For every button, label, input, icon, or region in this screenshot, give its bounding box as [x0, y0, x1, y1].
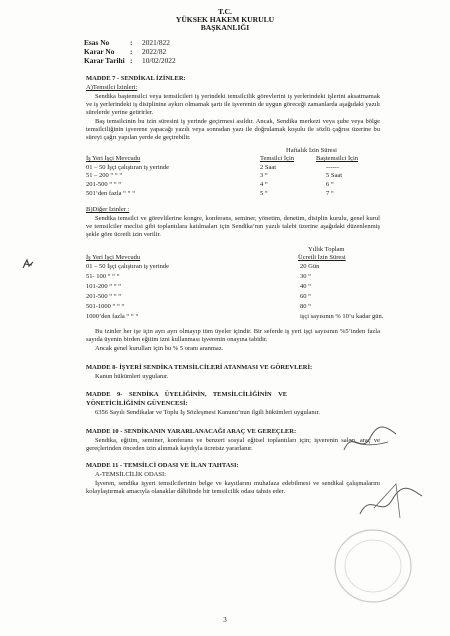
article-7-paragraph-5: Ancak genel kurulları için bu % 5 oranı aranmaz.	[95, 345, 224, 352]
signature-scribble-bottom	[356, 478, 426, 528]
table1-row-1-rep: 2 Saat	[260, 164, 277, 171]
table2-col-workers: İş Yeri İşçi Mevcudu	[86, 254, 141, 261]
article-9-title-line-1: MADDE 9- SENDİKA ÜYELİĞİNİN, TEMSİLCİLİĞİNİN VE	[86, 391, 288, 398]
table1-row-2-headrep: 5 Saat	[326, 172, 343, 179]
article-7-paragraph-2: Baş temsilcinin bu izin süresini iş yerinde geçirmesi asıldır. Ancak, Sendika merkezi veya şube veya bölge temsilciliğinin işverene yapacağı yazılı veya sonradan yazı ile doğrulamak koşulu ile sözlü çağrısı üzerine bu süreyi çağrı yapılan yerde de geçirebilir.	[86, 118, 380, 142]
table2-col-paid-leave: Ücretli İzin Süresi	[298, 254, 346, 261]
article-10-body: Sendika, eğitim, seminer, konferans ve benzeri sosyal eğitsel toplantıları için; işverenin salon, araç ve gereçlerinden önceden izin alınmak kaydıyla ücretsiz yararlanır.	[86, 437, 380, 453]
table2-row-4-value: 60 “	[300, 293, 312, 300]
table2-row-1-value: 20 Gün	[300, 263, 320, 270]
meta-decision-number: Karar No : 2022/82	[84, 47, 167, 56]
table2-head-annual: Yıllık Toplam	[308, 246, 345, 253]
table1-head-weekly: Haftalık İzin Süresi	[286, 147, 337, 154]
article-7-paragraph-1: Sendika baştemsilci veya temsilcileri iş yerindeki temsilcilik görevlerini iş yerlerindeki işlerini aksatmamak ve iş yerlerindeki iş disiplinine aykırı olmamak şartı ile işverenin de uygun göreceği zamanlarda aşağıdaki yazılı sürelerde yerine getirirler.	[86, 93, 380, 117]
table2-row-6-label: 1000’den fazla “ “ “	[86, 313, 139, 320]
article-11-title: MADDE 11 - TEMSİLCİ ODASI VE İLAN TAHTASI:	[86, 462, 239, 469]
header-presidency: BAŞKANLIĞI	[200, 23, 250, 32]
article-8-title: MADDE 8- İŞYERİ SENDİKA TEMSİLCİLERİ ATANMASI VE GÖREVLERİ:	[86, 364, 313, 371]
article-10-title: MADDE 10 - SENDİKANIN YARARLANACAĞI ARAÇ VE GEREÇLER:	[86, 428, 297, 435]
table2-row-2-label: 51- 100 “ “ “	[86, 273, 120, 280]
table2-row-1-label: 01 – 50 İşçi çalıştıran iş yerinde	[86, 263, 170, 270]
article-11-body: İşveren, sendika işyeri temsilcilerinin belge ve kayıtlarını muhafaza edebilmesi ve sendikal çalışmalarını kolaylaştırmak amacıyla olanaklar dâhilinde bir temsilcilik odası tahsis eder.	[86, 480, 380, 496]
table1-row-3-rep: 4 “	[260, 181, 268, 188]
header-court: YÜKSEK HAKEM KURULU	[175, 15, 275, 24]
article-8-body: Kanun hükümleri uygulanır.	[95, 373, 169, 380]
table1-row-4-rep: 5 “	[260, 190, 268, 197]
article-7a-title: A)Temsilci İzinleri:	[86, 84, 138, 91]
page-number: 3	[223, 616, 227, 624]
meta-case-number: Esas No : 2021/822	[84, 38, 170, 47]
table1-row-1-headrep: ------	[326, 164, 339, 171]
article-11-subtitle: A-TEMSİLCİLİK ODASI:	[95, 471, 166, 478]
article-7-title: MADDE 7 - SENDİKAL İZİNLER:	[86, 75, 186, 82]
table2-row-6-value: işçi sayısının % 10’u kadar gün.	[300, 313, 384, 320]
header-tc: T.C.	[218, 7, 232, 16]
article-9-title-line-2: YÖNETİCİLİĞİNİN GÜVENCESİ:	[86, 400, 188, 407]
table2-row-4-label: 201-500 “ “ “	[86, 293, 122, 300]
table2-row-3-value: 40 “	[300, 283, 312, 290]
table1-row-2-rep: 3 “	[260, 172, 268, 179]
table1-row-2-label: 51 – 200 “ “ “	[86, 172, 123, 179]
table2-row-5-value: 80 “	[300, 303, 312, 310]
table1-row-3-label: 201-500 “ “ “	[86, 181, 122, 188]
signature-scribble-top	[340, 420, 400, 460]
table1-row-3-headrep: 6 “	[326, 181, 334, 188]
table1-row-1-label: 01 – 50 İşçi çalıştıran iş yerinde	[86, 164, 170, 171]
table1-col-rep: Temsilci İçin	[260, 155, 295, 162]
official-seal-stamp	[330, 525, 416, 607]
article-7-paragraph-3: Sendika temsilci ve görevlilerine kongre, konferans, seminer, yönetim, denetim, disiplin kurulu, genel kurul ve temsilciler meclisi gibi toplantılara katılmaları için Sendika’nın yazılı talebi üzerine aşağıdaki düzenlenmiş şekle göre ücretli izin verilir.	[86, 215, 380, 239]
table1-col-workers: İş Yeri İşçi Mevcudu	[86, 155, 141, 162]
table1-col-headrep: Baştemsilci İçin	[316, 155, 359, 162]
article-7b-title: B)Diğer İzinler :	[86, 206, 130, 213]
article-9-body: 6356 Sayılı Sendikalar ve Toplu İş Sözleşmesi Kanunu’nun ilgili hükümleri uygulanır.	[95, 409, 320, 416]
table2-row-2-value: 30 “	[300, 273, 312, 280]
margin-handwriting-mark	[20, 256, 36, 272]
table1-row-4-headrep: 7 “	[326, 190, 334, 197]
meta-decision-date: Karar Tarihi : 10/02/2022	[84, 56, 176, 65]
table2-row-3-label: 101-200 “ “ “	[86, 283, 122, 290]
article-7-paragraph-4: Bu izinler her işe için ayrı ayrı olmayıp tüm üyeler içindir. Bir seferde iş yeri işçi sayısının %5’inden fazla sayıda üyenin birden eğitim izni kullanması işverenin onayına tabidir.	[86, 328, 380, 344]
table2-row-5-label: 501-1000 “ “ “	[86, 303, 125, 310]
table1-row-4-label: 501’den fazla “ “ “	[86, 190, 136, 197]
